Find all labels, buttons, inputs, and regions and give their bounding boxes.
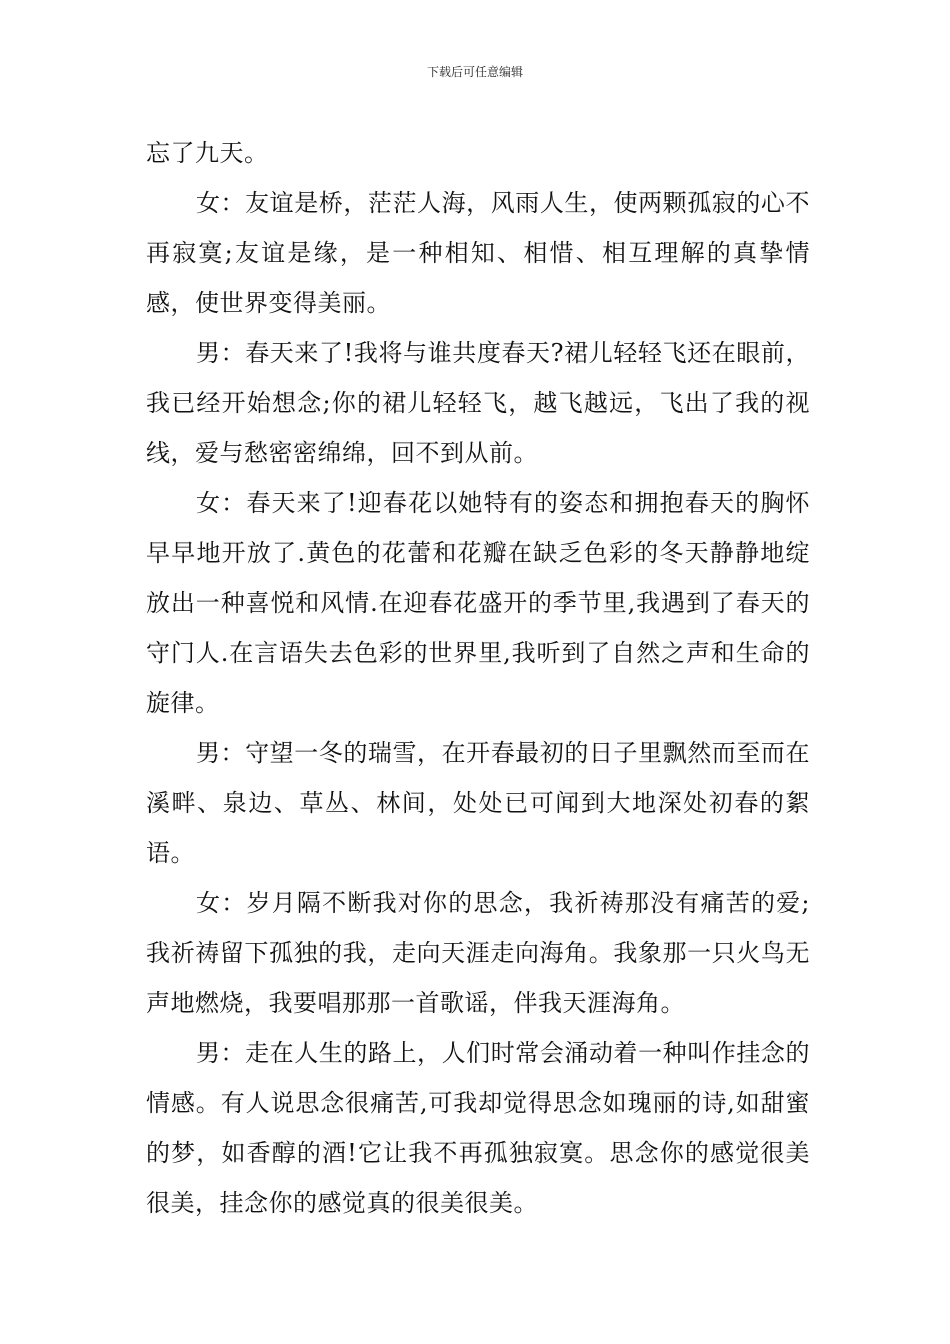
page-header: 下载后可任意编辑 xyxy=(426,65,523,79)
document-body xyxy=(146,128,810,1228)
paragraph-male-snow: 男：守望一冬的瑞雪，在开春最初的日子里飘然而至而在溪畔、泉边、草丛、林间，处处已可闻到大地深处初春的絮语。 xyxy=(146,739,810,867)
paragraph-female-friendship: 女：友谊是桥，茫茫人海，风雨人生，使两颗孤寂的心不再寂寞;友谊是缘，是一种相知、相惜、相互理解的真挚情感，使世界变得美丽。 xyxy=(146,189,810,317)
paragraph-male-missing: 男：走在人生的路上，人们时常会涌动着一种叫作挂念的情感。有人说思念很痛苦,可我却觉得思念如瑰丽的诗,如甜蜜的梦，如香醇的酒!它让我不再孤独寂寞。思念你的感觉很美很美，挂念你的感觉真的很美很美。 xyxy=(146,1039,810,1217)
paragraph-female-longing: 女：岁月隔不断我对你的思念，我祈祷那没有痛苦的爱;我祈祷留下孤独的我，走向天涯走向海角。我象那一只火鸟无声地燃烧，我要唱那那一首歌谣，伴我天涯海角。 xyxy=(146,889,810,1017)
paragraph-female-spring: 女：春天来了!迎春花以她特有的姿态和拥抱春天的胸怀早早地开放了.黄色的花蕾和花瓣在缺乏色彩的冬天静静地绽放出一种喜悦和风情.在迎春花盛开的季节里,我遇到了春天的守门人.在言语失去色彩的世界里,我听到了自然之声和生命的旋律。 xyxy=(146,489,810,717)
paragraph-male-spring: 男：春天来了!我将与谁共度春天?裙儿轻轻飞还在眼前，我已经开始想念;你的裙儿轻轻飞，越飞越远，飞出了我的视线，爱与愁密密绵绵，回不到从前。 xyxy=(146,339,810,467)
paragraph-continuation: 忘了九天。 xyxy=(146,139,269,167)
